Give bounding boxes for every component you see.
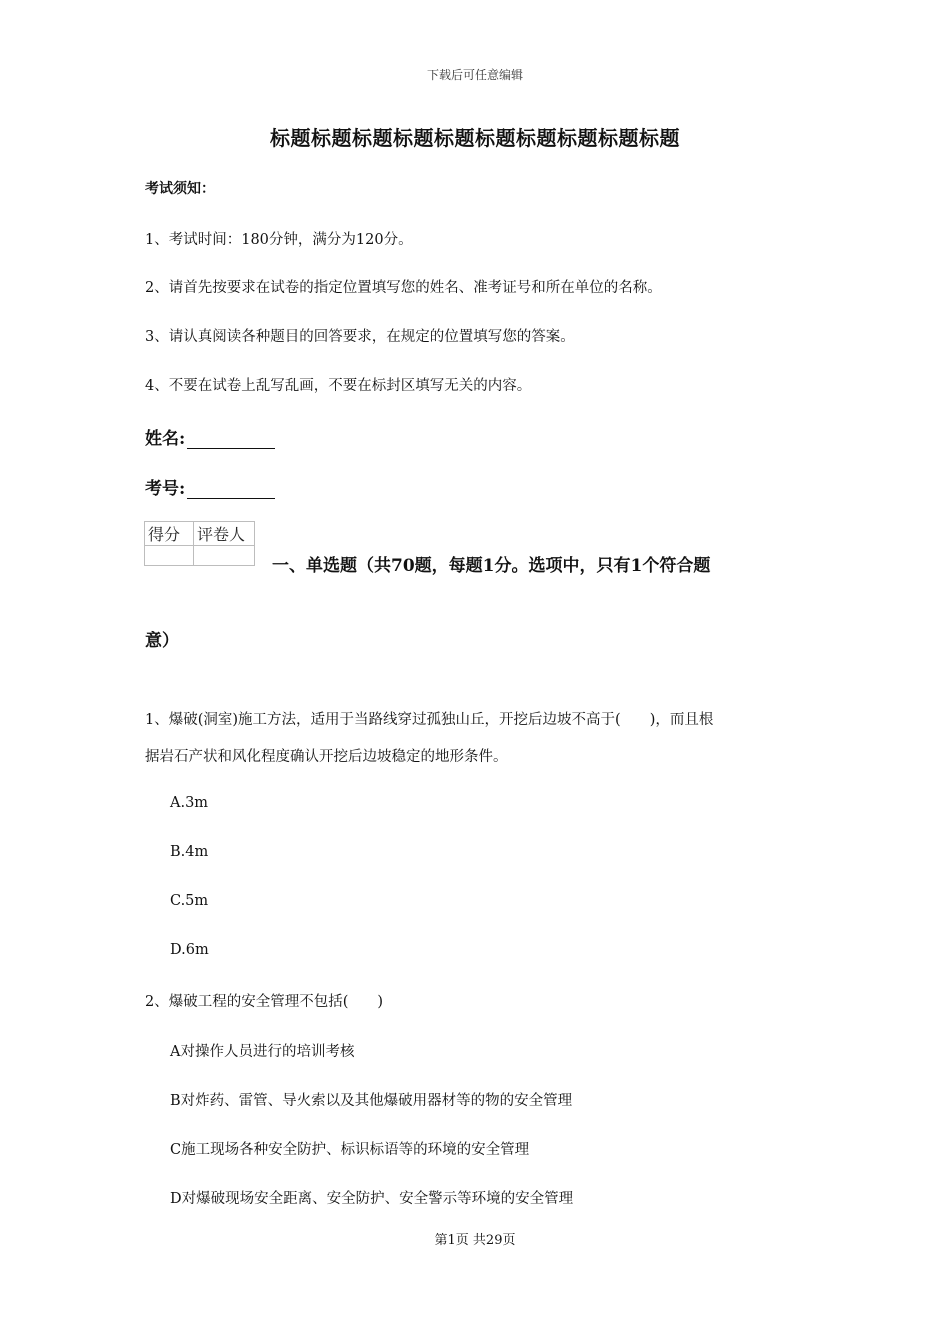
exam-number-field — [145, 474, 275, 499]
score-table — [144, 521, 255, 566]
grader-header: 评卷人 — [194, 522, 255, 546]
name-label: 姓名: — [145, 429, 186, 449]
page-footer: 第1页 共29页 — [434, 1233, 516, 1248]
notice-heading: 考试须知： — [145, 181, 215, 197]
question-1-option-d: D.6m — [170, 942, 209, 958]
question-2-text: 2、爆破工程的安全管理不包括( ) — [145, 994, 384, 1010]
notice-rule-3: 3、请认真阅读各种题目的回答要求，在规定的位置填写您的答案。 — [145, 329, 575, 345]
question-2-option-c: C施工现场各种安全防护、标识标语等的环境的安全管理 — [170, 1142, 530, 1158]
score-cell[interactable] — [145, 546, 194, 566]
score-header: 得分 — [145, 522, 194, 546]
grader-cell[interactable] — [194, 546, 255, 566]
question-1-text-continued: 据岩石产状和风化程度确认开挖后边坡稳定的地形条件。 — [145, 749, 508, 765]
question-1-option-c: C.5m — [170, 893, 209, 909]
exam-number-label: 考号: — [145, 479, 186, 499]
exam-number-blank-line[interactable] — [187, 480, 275, 499]
section-heading: 一、单选题（共70题，每题1分。选项中，只有1个符合题 — [272, 556, 711, 576]
notice-rule-4: 4、不要在试卷上乱写乱画，不要在标封区填写无关的内容。 — [145, 378, 532, 394]
question-1-text: 1、爆破(洞室)施工方法，适用于当路线穿过孤独山丘，开挖后边坡不高于( )，而且根 — [145, 712, 714, 728]
section-heading-continued: 意） — [145, 631, 179, 651]
notice-rule-2: 2、请首先按要求在试卷的指定位置填写您的姓名、准考证号和所在单位的名称。 — [145, 280, 662, 296]
name-blank-line[interactable] — [187, 430, 275, 449]
document-title: 标题标题标题标题标题标题标题标题标题标题 — [270, 126, 680, 150]
notice-rule-1: 1、考试时间：180分钟，满分为120分。 — [145, 232, 413, 248]
header-note: 下载后可任意编辑 — [426, 68, 523, 82]
question-2-option-d: D对爆破现场安全距离、安全防护、安全警示等环境的安全管理 — [170, 1191, 574, 1207]
question-1-option-b: B.4m — [170, 844, 209, 860]
question-2-option-b: B对炸药、雷管、导火索以及其他爆破用器材等的物的安全管理 — [170, 1093, 573, 1109]
name-field — [145, 424, 275, 449]
question-2-option-a: A对操作人员进行的培训考核 — [170, 1044, 355, 1060]
question-1-option-a: A.3m — [170, 795, 209, 811]
